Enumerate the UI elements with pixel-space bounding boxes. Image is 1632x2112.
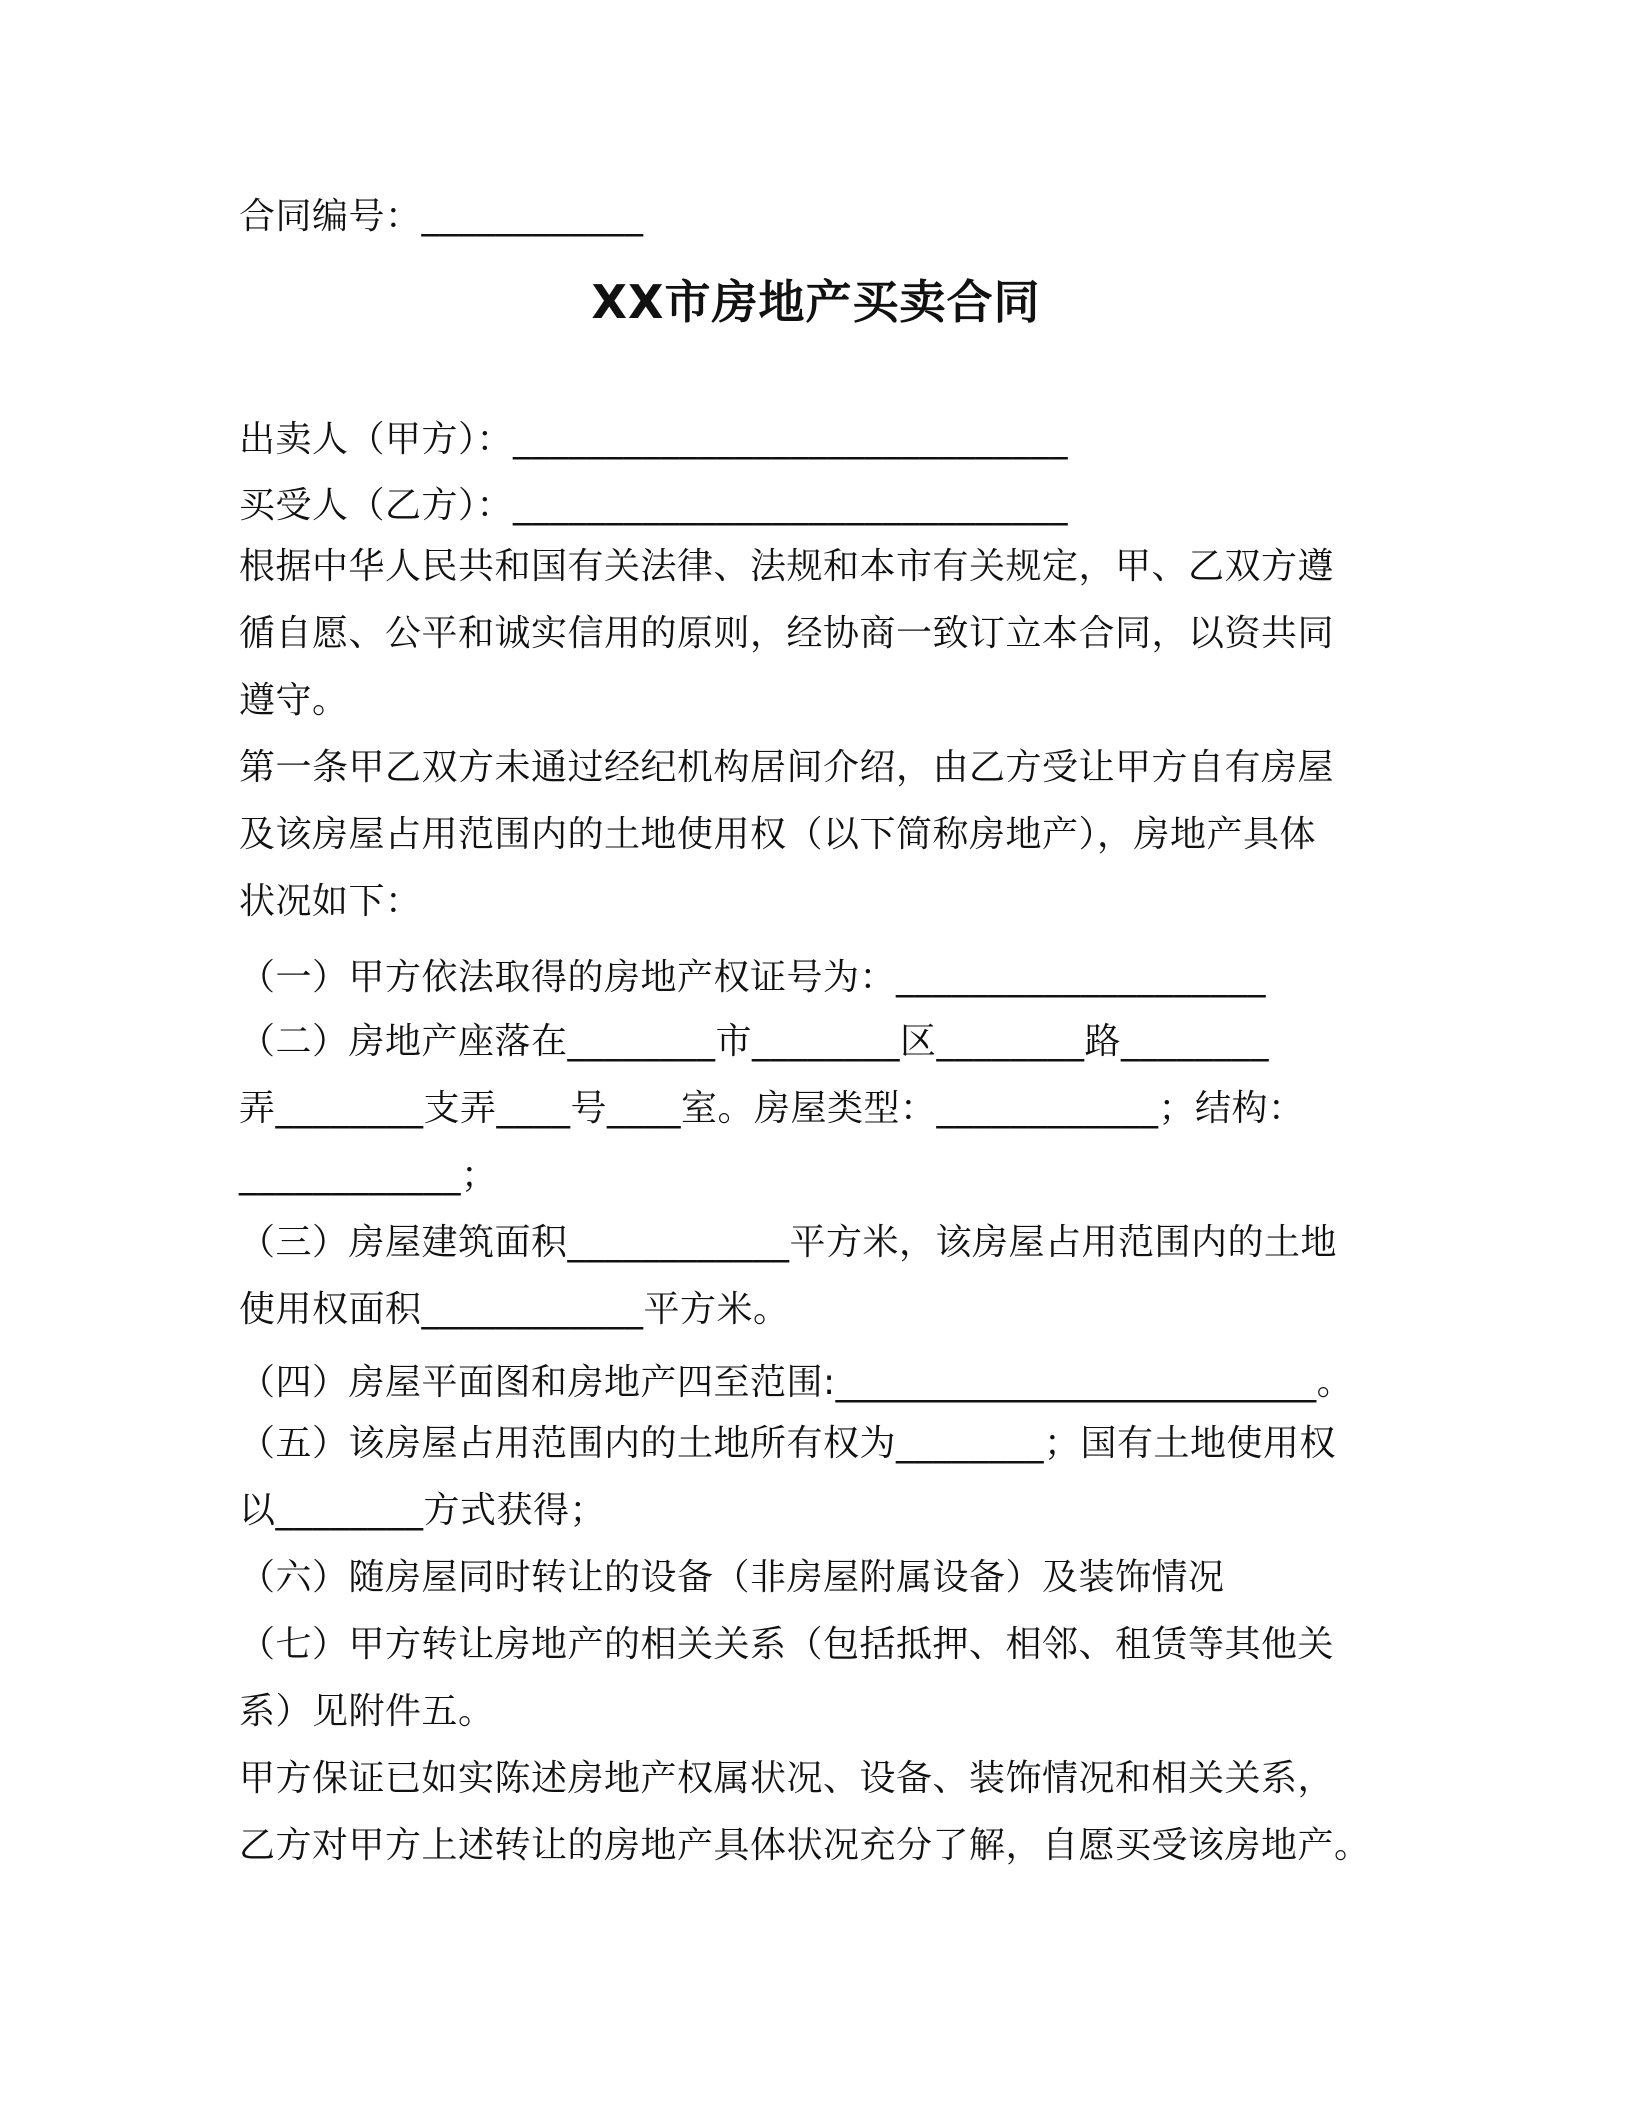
preamble-line-2: 循自愿、公平和诚实信用的原则，经协商一致订立本合同，以资共同 [239,613,1335,654]
article-one-line-2: 及该房屋占用范围内的土地使用权（以下简称房地产），房地产具体 [239,814,1317,855]
article-one-line-3: 状况如下： [239,881,422,922]
buyer-line: 买受人（乙方）：______________________________ [239,485,1069,526]
item-1-line: （一）甲方依法取得的房地产权证号为：____________________ [239,957,1267,998]
preamble-line-1: 根据中华人民共和国有关法律、法规和本市有关规定，甲、乙双方遵 [239,546,1335,587]
item-5-line-1: （五）该房屋占用范围内的土地所有权为________；国有土地使用权 [239,1423,1337,1464]
item-3-line-1: （三）房屋建筑面积____________平方米，该房屋占用范围内的土地 [239,1222,1338,1263]
article-one-line-1: 第一条甲乙双方未通过经纪机构居间介绍，由乙方受让甲方自有房屋 [239,747,1335,788]
item-7-line-2: 系）见附件五。 [239,1691,495,1732]
item-6-line: （六）随房屋同时转让的设备（非房屋附属设备）及装饰情况 [239,1557,1225,1598]
contract-number-line: 合同编号：____________ [239,196,644,237]
guarantee-line-1: 甲方保证已如实陈述房地产权属状况、设备、装饰情况和相关关系， [239,1758,1335,1799]
item-7-line-1: （七）甲方转让房地产的相关关系（包括抵押、相邻、租赁等其他关 [239,1624,1335,1665]
item-2-line-2: 弄________支弄____号____室。房屋类型：____________；结构： [239,1088,1305,1129]
item-4-line: （四）房屋平面图和房地产四至范围:__________________________。 [239,1362,1354,1403]
item-5-line-2: 以________方式获得； [239,1490,607,1531]
item-2-line-1: （二）房地产座落在________市________区________路________ [239,1021,1270,1062]
item-3-line-2: 使用权面积____________平方米。 [239,1289,790,1330]
item-2-line-3: ____________； [239,1155,498,1196]
guarantee-line-2: 乙方对甲方上述转让的房地产具体状况充分了解，自愿买受该房地产。 [239,1825,1371,1866]
page-title: XX市房地产买卖合同 [591,275,1041,329]
seller-line: 出卖人（甲方）：______________________________ [239,419,1069,460]
preamble-line-3: 遵守。 [239,680,349,721]
